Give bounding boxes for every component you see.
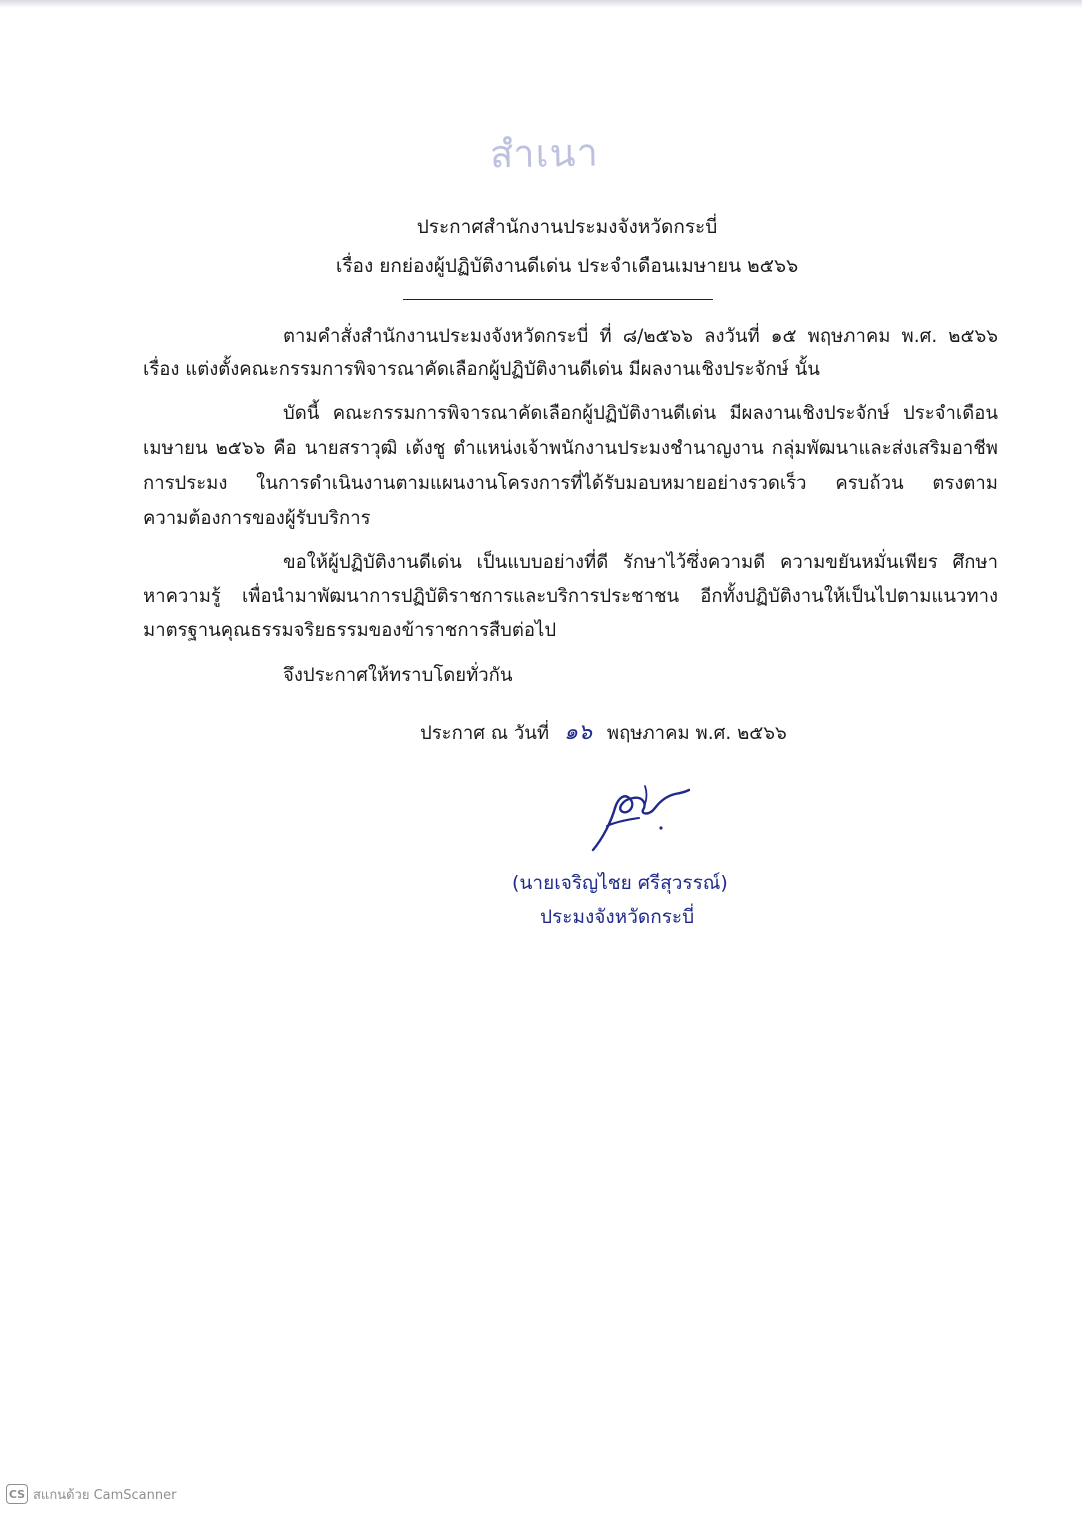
closing-line: จึงประกาศให้ทราบโดยทั่วกัน (283, 665, 513, 686)
paragraph-3-line-2: หาความรู้ เพื่อนำมาพัฒนาการปฏิบัติราชการและบริการประชาชน อีกทั้งปฏิบัติงานให้เป็นไปตามแนวทาง (143, 586, 998, 607)
date-suffix: พฤษภาคม พ.ศ. ๒๕๖๖ (606, 723, 787, 744)
copy-stamp: สำเนา (489, 130, 600, 177)
date-prefix: ประกาศ ณ วันที่ (420, 723, 550, 744)
announcement-subject: เรื่อง ยกย่องผู้ปฏิบัติงานดีเด่น ประจำเดือนเมษายน ๒๕๖๖ (335, 255, 799, 277)
camscanner-text: สแกนด้วย CamScanner (33, 1487, 177, 1503)
paragraph-1-line-1: ตามคำสั่งสำนักงานประมงจังหวัดกระบี่ ที่ ๘/๒๕๖๖ ลงวันที่ ๑๕ พฤษภาคม พ.ศ. ๒๕๖๖ (283, 326, 998, 347)
paragraph-1-line-2: เรื่อง แต่งตั้งคณะกรรมการพิจารณาคัดเลือกผู้ปฏิบัติงานดีเด่น มีผลงานเชิงประจักษ์ นั้น (143, 359, 820, 380)
paragraph-2-line-4: ความต้องการของผู้รับบริการ (143, 508, 371, 529)
date-day-handwritten: ๑๖ (564, 720, 592, 745)
scan-top-edge (0, 0, 1082, 8)
camscanner-watermark (6, 1482, 176, 1506)
announcement-date (420, 718, 787, 749)
paragraph-2-line-1: บัดนี้ คณะกรรมการพิจารณาคัดเลือกผู้ปฏิบัติงานดีเด่น มีผลงานเชิงประจักษ์ ประจำเดือน (283, 403, 998, 424)
paragraph-2-line-3: การประมง ในการดำเนินงานตามแผนงานโครงการที่ได้รับมอบหมายอย่างรวดเร็ว ครบถ้วน ตรงตาม (143, 473, 998, 494)
paragraph-3-line-1: ขอให้ผู้ปฏิบัติงานดีเด่น เป็นแบบอย่างที่ดี รักษาไว้ซึ่งความดี ความขยันหมั่นเพียร ศึกษา (283, 552, 998, 573)
paragraph-2-line-2: เมษายน ๒๕๖๖ คือ นายสราวุฒิ เต้งชู ตำแหน่งเจ้าพนักงานประมงชำนาญงาน กลุ่มพัฒนาและส่งเสริมอาชีพ (143, 438, 998, 459)
handwritten-signature (585, 778, 695, 858)
camscanner-logo-icon: CS (6, 1484, 28, 1504)
announcement-title: ประกาศสำนักงานประมงจังหวัดกระบี่ (416, 216, 718, 238)
signer-position: ประมงจังหวัดกระบี่ (540, 906, 695, 928)
title-divider (403, 299, 713, 300)
signer-name: (นายเจริญไชย ศรีสุวรรณ์) (512, 872, 728, 894)
paragraph-3-line-3: มาตรฐานคุณธรรมจริยธรรมของข้าราชการสืบต่อไป (143, 620, 557, 641)
